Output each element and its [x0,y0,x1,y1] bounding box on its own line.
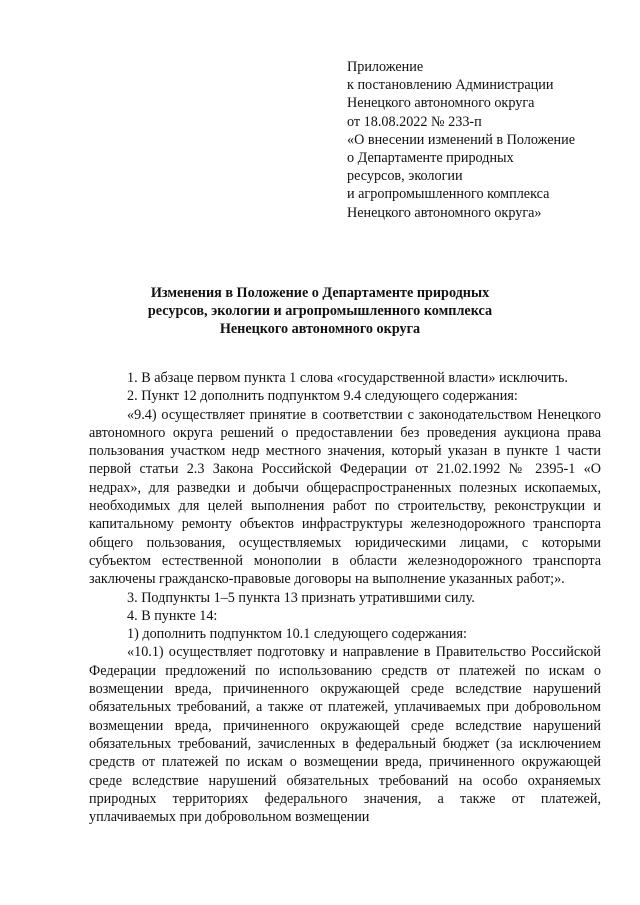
document-body [89,369,601,826]
title-line: ресурсов, экологии и агропромышленного комплекса [147,303,493,320]
appendix-line: о Департаменте природных [347,150,514,167]
appendix-line: от 18.08.2022 № 233-п [347,113,482,130]
appendix-block [347,58,597,222]
paragraph: 2. Пункт 12 дополнить подпунктом 9.4 следующего содержания: [127,388,518,405]
appendix-line: Ненецкого автономного округа» [347,204,542,221]
title-line: Изменения в Положение о Департаменте природных [150,285,490,301]
appendix-line: к постановлению Администрации [347,77,554,94]
paragraph: «9.4) осуществляет принятие в соответствии с законодательством Ненецкого автономного округа решений о предоставлении без проведения аукциона права пользования участком недр местного значения, который указан в пункте 1 части первой статьи 2.3 Закона Российской Федерации от 21.02.1992 № 2395-1 «О недрах», для разведки и добычи общераспространенных полезных ископаемых, необходимых для целей выполнения работ по строительству, реконструкции и капитальному ремонту объектов инфраструктуры железнодорожного транспорта общего пользования, осуществляемых юридическими лицами, с которыми субъектом естественной монополии в области железнодорожного транспорта заключены гражданско-правовые договоры на выполнение указанных работ;». [89,406,601,588]
paragraph: 1. В абзаце первом пункта 1 слова «государственной власти» исключить. [127,370,568,386]
title-line: Ненецкого автономного округа [219,321,421,338]
document-title [60,284,580,339]
paragraph: 1) дополнить подпунктом 10.1 следующего содержания: [127,626,467,643]
paragraph: 4. В пункте 14: [127,607,218,624]
appendix-line: «О внесении изменений в Положение [347,131,576,148]
paragraph: «10.1) осуществляет подготовку и направление в Правительство Российской Федерации предложений по использованию средств от платежей по искам о возмещении вреда, причиненного окружающей среде вследствие нарушений обязательных требований, а также от платежей, уплачиваемых при добровольном возмещении вреда, причиненного окружающей среде вследствие нарушений обязательных требований, зачисленных в федеральный бюджет (за исключением средств от платежей по искам о возмещении вреда, причиненного окружающей среде вследствие нарушений обязательных требований на особо охраняемых природных территориях федерального значения, а также от платежей, уплачиваемых при добровольном возмещении [89,644,601,826]
appendix-line: Приложение [347,59,424,75]
appendix-line: Ненецкого автономного округа [347,95,535,112]
appendix-line: и агропромышленного комплекса [347,186,550,203]
appendix-line: ресурсов, экологии [347,168,463,185]
paragraph: 3. Подпункты 1–5 пункта 13 признать утратившими силу. [127,589,475,606]
